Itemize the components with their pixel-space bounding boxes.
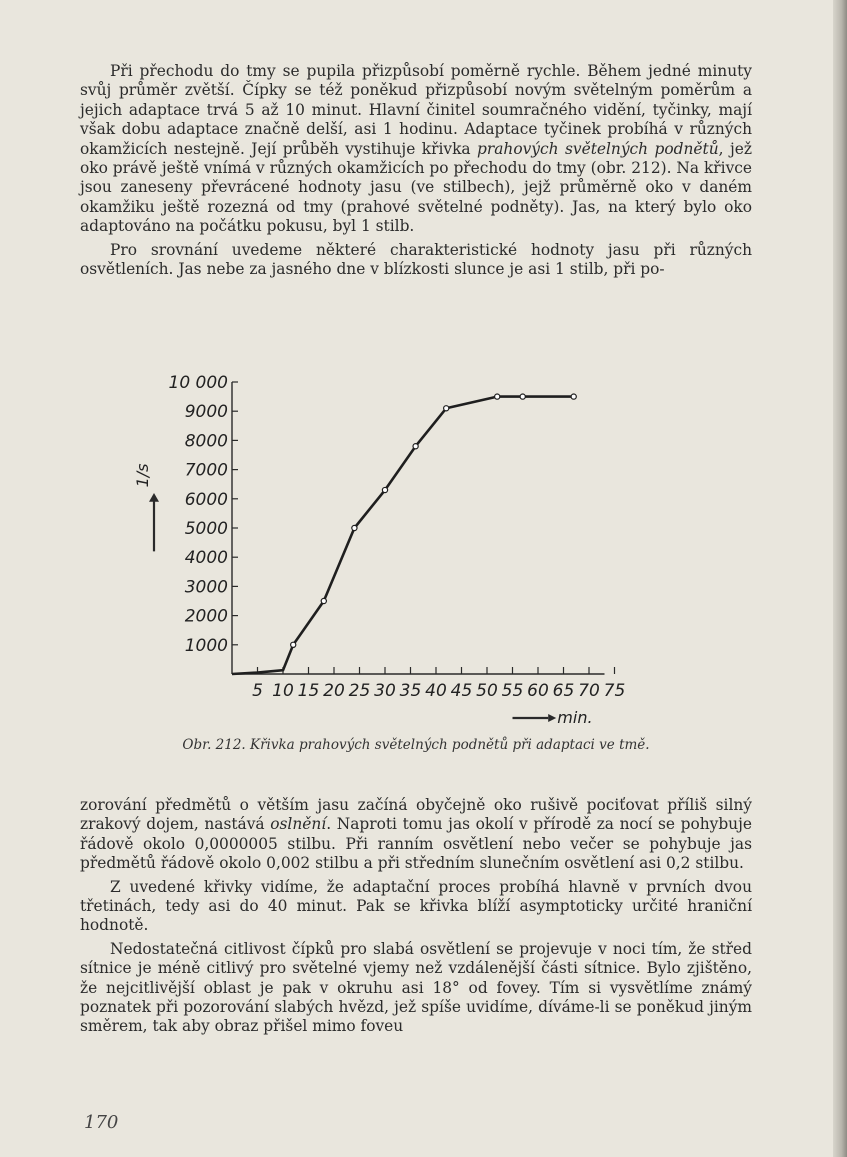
y-tick-label: 4000 bbox=[184, 548, 228, 569]
x-axis-label: min. bbox=[557, 708, 593, 727]
italic-term: prahových světelných podnětů bbox=[477, 139, 719, 158]
y-tick-label: 7000 bbox=[184, 460, 228, 481]
y-tick-label: 5000 bbox=[184, 519, 228, 539]
paragraph: Z uvedené křivky vidíme, že adaptační proces probíhá hlavně v prvních dvou třetinách, tedy asi do 40 minut. Pak se křivka blíží asymptoticky určité hraniční hodnotě. bbox=[80, 877, 752, 935]
paragraph: Nedostatečná citlivost čípků pro slabá osvětlení se projevuje v noci tím, že střed sítnice je méně citlivý pro světelné vjemy než vzdálenější části sítnice. Bylo zjištěno, že nejcitlivější oblast je pak v okruhu asi 18° od fovey. Tím si vysvětlíme známý poznatek při pozorování slabých hvězd, jež spíše uvidíme, díváme-li se poněkud jiným směrem, tak aby obraz přišel mimo foveu bbox=[80, 939, 752, 1036]
data-point bbox=[321, 598, 326, 603]
y-tick-label: 1000 bbox=[184, 635, 228, 656]
figure-caption: Obr. 212. Křivka prahových světelných podnětů při adaptaci ve tmě. bbox=[182, 737, 650, 753]
text-block-bottom bbox=[80, 796, 752, 1037]
x-tick-label: 35 bbox=[399, 681, 422, 701]
x-tick-label: 25 bbox=[348, 681, 371, 701]
data-point bbox=[382, 487, 387, 492]
data-point bbox=[495, 394, 500, 399]
y-tick-label: 3000 bbox=[184, 577, 228, 598]
data-point bbox=[413, 444, 418, 449]
x-tick-label: 20 bbox=[323, 681, 345, 701]
x-tick-label: 10 bbox=[272, 681, 294, 701]
italic-term: oslnění bbox=[270, 815, 327, 834]
data-point bbox=[571, 394, 576, 399]
x-tick-label: 30 bbox=[374, 681, 396, 701]
x-tick-label: 75 bbox=[603, 681, 626, 701]
x-axis-arrow-head bbox=[548, 714, 556, 722]
x-tick-label: 55 bbox=[501, 681, 524, 701]
x-tick-label: 60 bbox=[527, 681, 549, 701]
y-axis-label: 1/s bbox=[133, 463, 152, 488]
y-tick-label: 2000 bbox=[184, 606, 228, 627]
data-point bbox=[291, 642, 296, 647]
y-tick-label: 10 000 bbox=[168, 373, 228, 393]
x-tick-label: 50 bbox=[476, 681, 498, 701]
y-tick-label: 6000 bbox=[184, 489, 228, 510]
x-tick-label: 65 bbox=[552, 681, 575, 701]
paragraph: Při přechodu do tmy se pupila přizpůsobí poměrně rychle. Během jedné minuty svůj průměr zvětší. Čípky se též poněkud přizpůsobí novým světelným poměrům a jejich adaptace trvá 5 až 10 minut. Hlavní činitel soumračného vidění, tyčinky, mají však dobu adaptace značně delší, asi 1 hodinu. Adaptace tyčinek probíhá v různých okamžicích nestejně. Její průběh vystihuje křivka prahových světelných podnětů, jež oko právě ještě vnímá v různých okamžicích po přechodu do tmy (obr. 212). Na křivce jsou zaneseny převrácené hodnoty jasu (ve stilbech), jejž průměrně oko v daném okamžiku ještě rozezná od tmy (prahové světelné podněty). Jas, na který bylo oko adaptováno na počátku pokusu, byl 1 stilb. bbox=[80, 62, 752, 236]
x-tick-label: 15 bbox=[297, 681, 320, 701]
series-line bbox=[232, 397, 574, 674]
x-tick-label: 45 bbox=[450, 681, 473, 701]
x-tick-label: 70 bbox=[578, 681, 600, 701]
page-number: 170 bbox=[84, 1112, 119, 1133]
y-axis-arrow-head bbox=[149, 493, 159, 502]
paragraph: zorování předmětů o větším jasu začíná obyčejně oko rušivě pociťovat příliš silný zrakový dojem, nastává oslnění. Naproti tomu jas okolí v přírodě za nocí se pohybuje řádově okolo 0,0000005 stilbu. Při ranním osvětlení nebo večer se pohybuje jas předmětů řádově okolo 0,002 stilbu a při středním slunečním osvětlení asi 0,2 stilbu. bbox=[80, 796, 752, 873]
paragraph: Pro srovnání uvedeme některé charakteristické hodnoty jasu při různých osvětleních. Jas nebe za jasného dne v blízkosti slunce je asi 1 stilb, při po- bbox=[80, 240, 752, 279]
y-tick-label: 8000 bbox=[184, 431, 228, 452]
data-point bbox=[444, 406, 449, 411]
data-point bbox=[352, 525, 357, 530]
y-tick-label: 9000 bbox=[184, 402, 228, 423]
x-tick-label: 5 bbox=[252, 681, 263, 701]
data-point bbox=[520, 394, 525, 399]
x-tick-label: 40 bbox=[425, 681, 447, 701]
